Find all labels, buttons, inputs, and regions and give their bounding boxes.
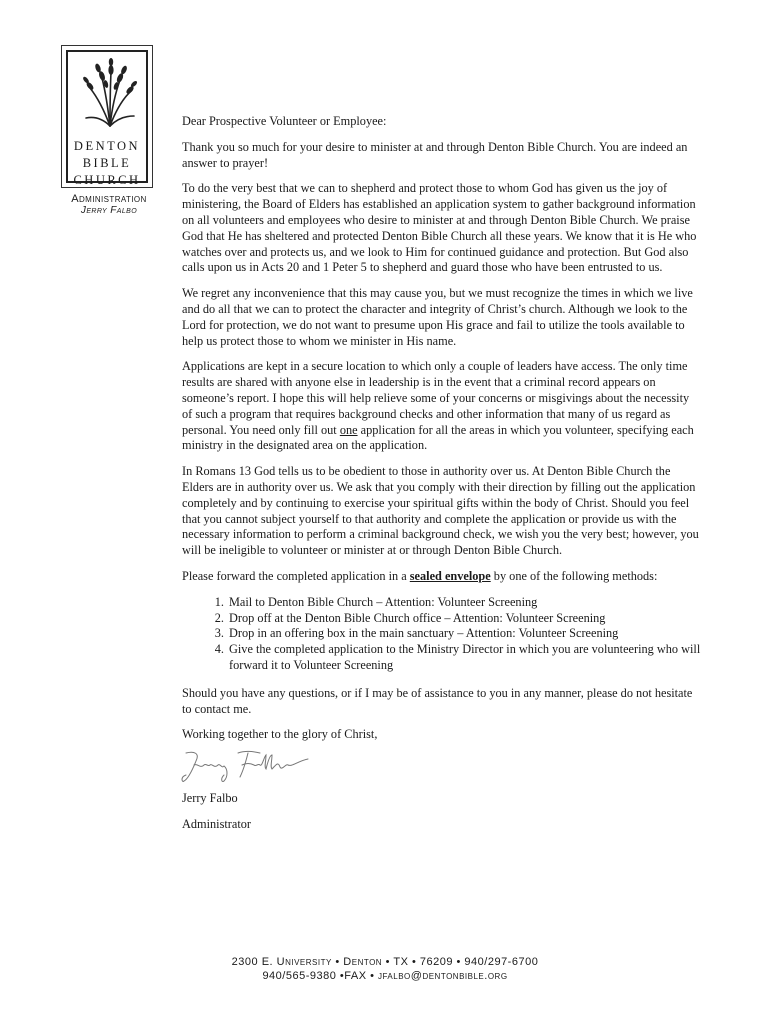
church-logo bbox=[61, 45, 153, 188]
logo-inner-frame bbox=[66, 50, 148, 187]
footer-contact: 940/565-9380 •FAX • jfalbo@dentonbible.org bbox=[262, 970, 508, 982]
paragraph-6-text-a: Please forward the completed application in a bbox=[182, 568, 410, 583]
paragraph-3: We regret any inconvenience that this may cause you, but we must recognize the times in which we live and do all that we can to protect the character and integrity of Christ’s church. Although we look to the Lord for protection, we do not want to presume upon His grace and fail to utilize the tools available to help us protect those to whom we minister in His name. bbox=[182, 286, 693, 348]
paragraph-2: To do the very best that we can to shepherd and protect those to whom God has given us the joy of ministering, the Board of Elders has established an application system to gather background information on all volunteers and employees who desire to minister at and through Denton Bible Church. We praise God that He has sheltered and protected Denton Bible Church all these years. We know that it is He who watches over and protects us, and we look to Him for continued guidance and protection. But God also calls upon us in Acts 20 and 1 Peter 5 to shepherd and guard those who have been entrusted to us. bbox=[182, 181, 697, 275]
handwritten-signature-icon bbox=[180, 747, 320, 787]
paragraph-7: Should you have any questions, or if I may be of assistance to you in any manner, please do not hesitate to contact me. bbox=[182, 685, 693, 716]
footer-address: 2300 E. University • Denton • TX • 76209 • 940/297-6700 bbox=[231, 956, 539, 968]
logo-line-3: CHURCH bbox=[73, 173, 141, 187]
paragraph-6 bbox=[182, 569, 702, 585]
list-item: 2. Drop off at the Denton Bible Church office – Attention: Volunteer Screening bbox=[227, 611, 702, 627]
signature-title: Administrator bbox=[182, 816, 251, 831]
logo-line-1: DENTON bbox=[73, 139, 141, 153]
paragraph-1: Thank you so much for your desire to minister at and through Denton Bible Church. You are indeed an answer to prayer! bbox=[182, 139, 688, 170]
department-label: Administration bbox=[71, 193, 147, 205]
paragraph-6-text-b: by one of the following methods: bbox=[490, 568, 658, 583]
paragraph-5: In Romans 13 God tells us to be obedient to those in authority over us. At Denton Bible Church the Elders are in authority over us. We ask that you comply with their direction by filling out the application completely and by continuing to exercise your spiritual gifts within the body of Christ. Should you feel that you cannot subject yourself to that authority and complete the application or provide us with the necessary information to perform a criminal background check, we wish you the very best; however, you will be ineligible to volunteer or minister at or through Denton Bible Church. bbox=[182, 464, 699, 558]
wheat-icon bbox=[82, 58, 138, 128]
list-item: 4. Give the completed application to the Ministry Director in which you are volunteering who will forward it to Volunteer Screening bbox=[227, 642, 702, 674]
paragraph-4 bbox=[182, 359, 702, 454]
closing: Working together to the glory of Christ, bbox=[182, 727, 378, 742]
logo-line-2: BIBLE bbox=[82, 156, 132, 170]
emphasis-sealed-envelope: sealed envelope bbox=[409, 568, 491, 583]
department-block bbox=[58, 193, 160, 217]
department-contact-name: Jerry Falbo bbox=[80, 205, 138, 216]
paragraph-4-text-a: Applications are kept in a secure location to which only a couple of leaders have access. The only time results are shared with anyone else in leadership is in the event that a criminal record appears on someone’s report. I hope this will help relieve some of your concerns or misgivings about the necessity of such a program that requires background checks and other information that many of us regard as personal. You need only fill out bbox=[182, 359, 690, 437]
list-item: 3. Drop in an offering box in the main sanctuary – Attention: Volunteer Screening bbox=[227, 626, 702, 642]
letter-body bbox=[182, 114, 702, 843]
underlined-word: one bbox=[339, 422, 358, 437]
signature-name: Jerry Falbo bbox=[182, 791, 238, 806]
logo-wordmark bbox=[68, 138, 146, 189]
letterhead-footer bbox=[0, 955, 770, 983]
paragraph-4-text-b: application for all the areas in which you volunteer, specifying each ministry in the designated area on the application. bbox=[182, 422, 694, 453]
methods-list bbox=[182, 595, 702, 674]
salutation: Dear Prospective Volunteer or Employee: bbox=[182, 114, 387, 128]
list-item: 1. Mail to Denton Bible Church – Attention: Volunteer Screening bbox=[227, 595, 702, 611]
